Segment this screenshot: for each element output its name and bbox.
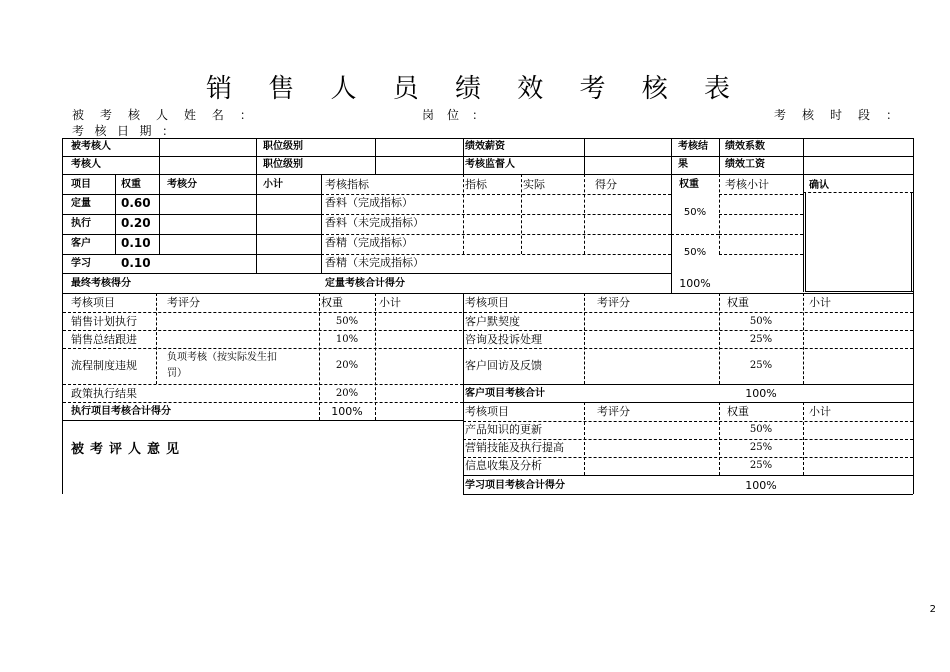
meta-char: ： [471,108,484,122]
rule [63,174,913,175]
col-header: 考评分 [597,296,630,309]
rule [671,174,672,293]
rule [803,174,804,292]
col-header: 考评分 [597,405,630,418]
quant-weight: 0.20 [121,216,151,230]
rule [521,174,522,254]
rule [584,293,585,384]
rule [321,254,671,255]
rule [375,293,376,420]
rule [63,234,321,235]
col-header: 小计 [263,179,283,190]
cust-total-value: 100% [745,387,777,400]
learn-item: 营销技能及执行提高 [465,441,564,454]
rule [584,174,585,254]
quant-index: 香精（完成指标） [325,236,413,249]
rule [63,214,321,215]
rank-label: 职位级别 [263,159,303,170]
meta-char: 核 [94,124,107,138]
rule [719,234,803,235]
meta-char: ： [239,108,252,122]
rule [803,293,804,384]
col-header: 考评分 [167,296,200,309]
rule [463,384,913,385]
rule [463,439,913,440]
quant-item: 定量 [71,198,91,209]
rule [159,138,160,174]
rule [719,174,720,254]
rule [321,234,671,235]
meta-char: 岗 [422,108,435,122]
assessor-label: 考核人 [71,159,101,170]
weight-value: 50% [683,247,707,258]
learn-item: 产品知识的更新 [465,423,542,436]
col-header: 小计 [809,296,831,309]
rule [321,214,671,215]
rule [159,174,160,254]
cust-weight: 50% [749,316,773,327]
cust-item: 咨询及投诉处理 [465,333,542,346]
col-header: 考核指标 [325,178,369,191]
col-header: 小计 [809,405,831,418]
rule [321,174,322,273]
col-header: 权重 [121,179,141,190]
exec-item: 销售总结跟进 [71,333,137,346]
rule [671,138,672,174]
learn-total-label: 学习项目考核合计得分 [465,480,565,491]
rule [63,330,913,331]
rule [463,293,464,494]
rule [63,402,463,403]
col-header: 权重 [679,179,699,190]
cust-total-label: 客户项目考核合计 [465,388,545,399]
col-header: 考核分 [167,179,197,190]
meta-char: 姓 [183,108,196,122]
col-header: 考核项目 [465,405,509,418]
col-header: 考核项目 [465,296,509,309]
col-header: 确认 [809,180,829,191]
rule [463,174,464,254]
exec-item: 销售计划执行 [71,315,137,328]
rule [375,138,376,174]
rule [911,192,912,292]
rule [803,138,804,174]
rule [719,214,803,215]
rule [63,156,913,157]
cust-weight: 25% [749,334,773,345]
col-header: 考核项目 [71,296,115,309]
cust-item: 客户默契度 [465,315,520,328]
rule [719,194,803,195]
meta-char: 名 [211,108,224,122]
col-header: 权重 [727,296,749,309]
exec-weight: 20% [335,388,359,399]
salary-label: 绩效薪资 [465,141,505,152]
weight-value: 50% [683,207,707,218]
quant-index: 香精（未完成指标） [325,256,424,269]
rule [805,192,806,292]
assessee-name-label [72,106,252,123]
quant-total-value: 100% [679,277,711,290]
rule [63,312,913,313]
exec-item: 政策执行结果 [71,387,137,400]
assessment-table [62,138,913,494]
meta-char: 考 [774,108,787,122]
learn-total-value: 100% [745,479,777,492]
supervisor-label: 考核监督人 [465,159,515,170]
rule [719,138,720,174]
quant-item: 执行 [71,218,91,229]
col-header: 权重 [321,296,343,309]
exec-weight: 50% [335,316,359,327]
rule [256,138,257,174]
rule [115,174,116,254]
rule [584,138,585,174]
exec-weight: 20% [335,360,359,371]
learn-item: 信息收集及分析 [465,459,542,472]
rank-label: 职位级别 [263,141,303,152]
quant-index: 香料（未完成指标） [325,216,424,229]
meta-char: 考 [72,124,85,138]
rule [321,194,671,195]
rule [63,384,463,385]
rule [805,291,913,292]
rule [156,293,157,384]
rule [913,138,914,494]
learn-weight: 50% [749,424,773,435]
rule [463,494,913,495]
cust-item: 客户回访及反馈 [465,359,542,372]
meta-char: 位 [446,108,459,122]
quant-item: 客户 [71,238,91,249]
result-label: 考核结 [678,141,708,152]
rule [63,273,671,274]
rule [803,402,804,475]
rule [63,420,463,421]
meta-char: 人 [155,108,168,122]
rule [256,174,257,273]
col-header: 考核小计 [725,178,769,191]
quant-weight: 0.10 [121,236,151,250]
cust-weight: 25% [749,360,773,371]
meta-char: 期 [139,124,152,138]
page-number: 2 [929,604,936,615]
col-header: 实际 [523,178,545,191]
exec-note: 负项考核（按实际发生扣 [167,352,277,363]
col-header: 权重 [727,405,749,418]
col-header: 得分 [595,178,617,191]
learn-weight: 25% [749,460,773,471]
rule [719,254,803,255]
final-score-label: 最终考核得分 [71,278,131,289]
assessee-label: 被考核人 [71,141,111,152]
col-header: 项目 [71,179,91,190]
meta-char: ： [161,124,174,138]
col-header: 指标 [465,178,487,191]
wage-label: 绩效工资 [725,159,765,170]
col-header: 小计 [379,296,401,309]
quant-weight: 0.10 [121,256,151,270]
exec-item: 流程制度违规 [71,359,137,372]
page-title: 销 售 人 员 绩 效 考 核 表 [205,74,745,104]
assessee-opinion-label: 被考评人意见 [71,442,186,457]
meta-char: ： [885,108,898,122]
meta-char: 核 [801,108,814,122]
rule [63,348,913,349]
quant-item: 学习 [71,258,91,269]
quant-index: 香料（完成指标） [325,196,413,209]
meta-char: 考 [99,108,112,122]
rule [463,457,913,458]
date-label [72,122,174,139]
exec-weight: 10% [335,334,359,345]
rule [63,194,321,195]
period-label [774,106,898,123]
rule [63,293,913,294]
rule [463,421,913,422]
exec-note: 罚） [167,368,187,379]
meta-char: 被 [72,108,85,122]
learn-weight: 25% [749,442,773,453]
rule [63,138,913,139]
rule [671,234,719,235]
exec-total-value: 100% [331,405,363,418]
exec-total-label: 执行项目考核合计得分 [71,406,171,417]
post-label [422,106,484,123]
meta-char: 日 [116,124,129,138]
rule [463,402,913,403]
rule [463,138,464,174]
meta-char: 段 [857,108,870,122]
meta-char: 时 [829,108,842,122]
coef-label: 绩效系数 [725,141,765,152]
rule [63,254,321,255]
quant-weight: 0.60 [121,196,151,210]
rule [463,475,913,476]
rule [584,402,585,475]
meta-char: 核 [127,108,140,122]
result-label: 果 [678,159,688,170]
quant-total-label: 定量考核合计得分 [325,278,405,289]
